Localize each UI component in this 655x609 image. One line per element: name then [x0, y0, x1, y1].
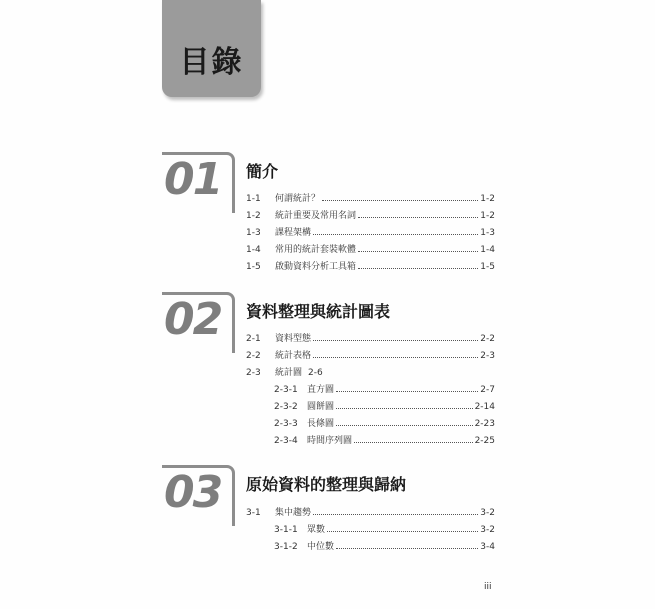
leader-dots — [358, 261, 478, 269]
chapter-number: 01 — [164, 154, 222, 205]
leader-dots — [336, 418, 473, 426]
toc-entry[interactable] — [246, 348, 495, 364]
toc-subentry[interactable] — [274, 522, 495, 538]
toc-subentry[interactable] — [274, 382, 495, 398]
entry-text: 課程架構 — [275, 228, 312, 238]
leader-dots — [322, 193, 478, 201]
toc-entry[interactable] — [246, 191, 495, 207]
entry-number: 1-4 — [246, 245, 261, 255]
entry-text: 統計圖 — [275, 368, 303, 378]
chapter-number: 02 — [164, 294, 222, 345]
toc-subentry[interactable] — [274, 539, 495, 555]
entry-page: 1-3 — [480, 228, 495, 238]
toc-subentry[interactable] — [274, 433, 495, 449]
entry-number: 2-1 — [246, 334, 261, 344]
leader-dots — [313, 507, 478, 515]
toc-entry[interactable] — [246, 505, 495, 521]
entry-number: 1-5 — [246, 262, 261, 272]
toc-entry[interactable] — [246, 331, 495, 347]
leader-dots — [336, 401, 473, 409]
leader-dots — [354, 435, 473, 443]
entry-text: 統計表格 — [275, 351, 312, 361]
chapter-title: 簡介 — [246, 162, 279, 181]
page-number: iii — [484, 582, 492, 592]
entry-text: 統計重要及常用名詞 — [275, 211, 357, 221]
leader-dots — [358, 210, 478, 218]
leader-dots — [313, 350, 478, 358]
entry-number: 1-1 — [246, 194, 261, 204]
entry-number: 3-1-2 — [274, 542, 298, 552]
entry-page: 2-23 — [474, 419, 495, 429]
entry-page: 2-6 — [308, 368, 323, 378]
leader-dots — [336, 384, 478, 392]
toc-subentry[interactable] — [274, 399, 495, 415]
entry-text: 何謂統計？ — [275, 194, 321, 204]
entry-number: 2-3-2 — [274, 402, 298, 412]
entry-page: 3-2 — [480, 525, 495, 535]
leader-dots — [313, 333, 478, 341]
chapter-number: 03 — [164, 467, 222, 518]
chapter-title: 資料整理與統計圖表 — [246, 302, 391, 321]
entry-page: 1-4 — [480, 245, 495, 255]
entry-number: 2-3-4 — [274, 436, 298, 446]
page-title: 目錄 — [179, 45, 244, 80]
entry-text: 常用的統計套裝軟體 — [275, 245, 357, 255]
entry-number: 2-3-3 — [274, 419, 298, 429]
entry-number: 2-2 — [246, 351, 261, 361]
entry-text: 啟動資料分析工具箱 — [275, 262, 357, 272]
entry-text: 眾數 — [307, 525, 326, 535]
leader-dots — [336, 541, 478, 549]
chapter-title: 原始資料的整理與歸納 — [246, 475, 407, 494]
leader-dots — [327, 524, 478, 532]
entry-page: 1-5 — [480, 262, 495, 272]
entry-page: 3-2 — [480, 508, 495, 518]
entry-number: 1-3 — [246, 228, 261, 238]
entry-text: 資料型態 — [275, 334, 312, 344]
entry-page: 3-4 — [480, 542, 495, 552]
entry-text: 集中趨勢 — [275, 508, 312, 518]
toc-entry[interactable] — [246, 259, 495, 275]
entry-page: 2-14 — [474, 402, 495, 412]
leader-dots — [358, 244, 478, 252]
leader-dots — [313, 227, 478, 235]
entry-number: 2-3 — [246, 368, 261, 378]
entry-text: 圓餅圖 — [307, 402, 335, 412]
toc-entry[interactable] — [246, 225, 495, 241]
entry-number: 1-2 — [246, 211, 261, 221]
entry-page: 2-7 — [480, 385, 495, 395]
entry-number: 3-1 — [246, 508, 261, 518]
entry-page: 2-3 — [480, 351, 495, 361]
toc-title-tab — [162, 0, 261, 97]
entry-page: 1-2 — [480, 211, 495, 221]
entry-page: 2-2 — [480, 334, 495, 344]
entry-number: 2-3-1 — [274, 385, 298, 395]
toc-subentry[interactable] — [274, 416, 495, 432]
entry-number: 3-1-1 — [274, 525, 298, 535]
toc-entry[interactable] — [246, 242, 495, 258]
entry-page: 2-25 — [474, 436, 495, 446]
entry-text: 直方圖 — [307, 385, 335, 395]
entry-text: 時間序列圖 — [307, 436, 353, 446]
entry-page: 1-2 — [480, 194, 495, 204]
entry-text: 長條圖 — [307, 419, 335, 429]
entry-text: 中位數 — [307, 542, 335, 552]
toc-entry[interactable] — [246, 365, 495, 381]
toc-entry[interactable] — [246, 208, 495, 224]
